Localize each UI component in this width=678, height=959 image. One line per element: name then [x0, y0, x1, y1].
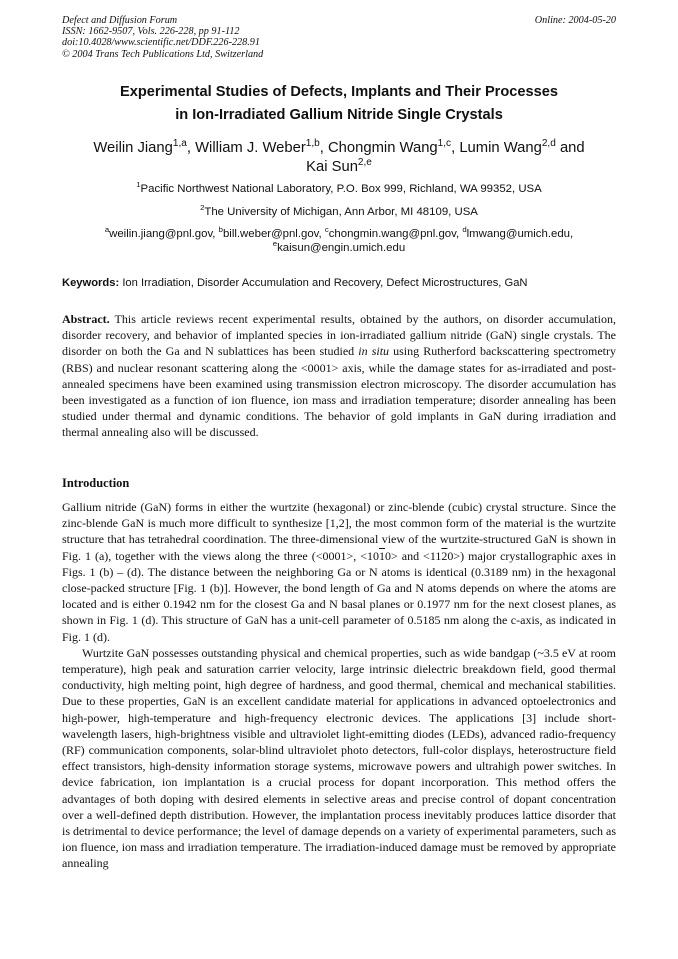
email-list [62, 227, 616, 255]
email-link[interactable]: bill.weber@pnl.gov, [222, 228, 322, 240]
journal-header [62, 15, 616, 60]
issn-line: ISSN: 1662-9507, Vols. 226-228, pp 91-112 [62, 26, 240, 38]
keywords-text: Ion Irradiation, Disorder Accumulation and Recovery, Defect Microstructures, GaN [122, 277, 528, 289]
email-sup: a [104, 225, 110, 235]
overbar-digit: 2 [441, 548, 448, 563]
author-name: Chongmin Wang [328, 140, 438, 156]
email-sup: e [272, 239, 278, 249]
copyright-line: © 2004 Trans Tech Publications Ltd, Switzerland [62, 48, 264, 60]
keywords-label: Keywords: [62, 277, 120, 289]
intro-paragraph-1 [62, 499, 616, 645]
doi-line: doi:10.4028/www.scientific.net/DDF.226-228.91 [62, 37, 260, 49]
author-name: William J. Weber [195, 140, 306, 156]
author-sup: 2,d [541, 138, 556, 150]
section-heading: Introduction [62, 476, 130, 490]
intro-text: Gallium nitride (GaN) forms in either the wurtzite (hexagonal) or zinc-blende (cubic) crystal structure. Since the zinc-blende GaN is much more difficult to synthesize [1,2], the most common form of the material is the wurtzite structure that has tetrahedral coordination. The three-dimensional view of the wurtzite-structured GaN is shown in Fig. 1 (a), together with the views along the three (<0001>, <10 [62, 500, 616, 563]
intro-text: 0>) major crystallographic axes in Figs. 1 (b) – (d). The distance between the neighboring Ga or N atoms is identical (0.3189 nm) in the hexagonal close-packed structure [Fig. 1 (b)]. However, the bond length of Ga and N atoms depends on where the atoms are located and is either 0.1942 nm for the closest Ga and N basal planes or 0.1977 nm for the next closest planes, as shown in Fig. 1 (d). This structure of GaN has a unit-cell parameter of 0.5185 nm along the c-axis, as indicated in Fig. 1 (d). [62, 548, 616, 644]
email-sup: c [324, 225, 329, 235]
overbar-digit: 1 [379, 548, 385, 563]
aff-text: The University of Michigan, Ann Arbor, MI 48109, USA [204, 206, 478, 218]
affiliation-2 [62, 205, 616, 219]
intro-text: 0> and <11 [385, 548, 442, 563]
abstract-text: This article reviews recent experimental results, obtained by the authors, on disorder accumulation, disorder recovery, and behavior of implanted species in ion-irradiated gallium nitride (GaN) single crystals. The disorder on both the Ga and N sublattices has been studied [62, 312, 616, 359]
intro-body [62, 499, 616, 872]
aff-sup: 2 [200, 203, 205, 213]
author-sup: 1,b [305, 138, 320, 150]
email-link[interactable]: lmwang@umich.edu, [466, 228, 574, 240]
journal-name: Defect and Diffusion Forum [62, 15, 178, 26]
aff-text: Pacific Northwest National Laboratory, P.O. Box 999, Richland, WA 99352, USA [140, 183, 542, 195]
email-sup: d [462, 225, 467, 235]
abstract [62, 311, 616, 441]
aff-sup: 1 [136, 180, 141, 190]
author-line-1: Weilin Jiang$^{1,a}$, William J. Weber$^{1,b}$, Chongmin Wang$^{1,c}$, Lumin Wang$^{2,d}$ and [93, 138, 585, 156]
author-list [62, 139, 616, 177]
email-sup: b [218, 225, 223, 235]
abstract-italic: in situ [358, 344, 390, 359]
email-line-2 [62, 241, 616, 255]
online-date: Online: 2004-05-20 [534, 15, 616, 26]
title-line-1: Experimental Studies of Defects, Implants and Their Processes [120, 84, 558, 100]
abstract-label: Abstract. [62, 312, 110, 326]
author-name: Kai Sun [306, 159, 358, 175]
author-name: Lumin Wang [459, 140, 542, 156]
paper-title [62, 81, 616, 127]
abstract-text: using Rutherford backscattering spectrometry (RBS) and nuclear resonant scattering along the <0001> axis, while the damage states for as-irradiated and post-annealed specimens have been examined using transmission electron microscopy. The disorder accumulation has been investigated as a function of ion fluence, ion mass and irradiation temperature; disorder annealing has been studied under thermal and dynamic conditions. The behavior of gold implants in GaN during irradiation and thermal annealing also will be discussed. [62, 344, 616, 440]
keywords [62, 276, 616, 290]
author-sup: 1,c [437, 138, 452, 150]
author-sup: 2,e [357, 157, 372, 169]
email-link[interactable]: chongmin.wang@pnl.gov, [328, 228, 460, 240]
affiliation-1 [62, 182, 616, 196]
email-link[interactable]: kaisun@engin.umich.edu [277, 242, 406, 254]
email-link[interactable]: weilin.jiang@pnl.gov, [109, 228, 216, 240]
author-line-2 [62, 158, 616, 177]
author-name: Weilin Jiang [93, 140, 173, 156]
author-sup: 1,a [172, 138, 187, 150]
intro-paragraph-2: Wurtzite GaN possesses outstanding physical and chemical properties, such as wide bandgap (~3.5 eV at room temperature), high peak and saturation carrier velocity, large intrinsic dielectric breakdown field, good thermal conductivity, high melting point, high degree of hardness, and good thermal, chemical and mechanical stabilities. Due to these properties, GaN is an excellent candidate material for applications in advanced optoelectronics and high-power, high-temperature and high-frequency electronic devices. The applications [3] include short-wavelength lasers, high-brightness visible and ultraviolet light-emitting diodes (LEDs), advanced radio-frequency (RF) communication components, solar-blind ultraviolet photo detectors, full-color displays, heterostructure field effect transistors, high-density information storage systems, microwave powers and ultrahigh power switches. In device fabrication, ion implantation is a crucial process for dopant incorporation. This method offers the advantages of both doping with desired elements in selective areas and precise control of dopant concentration over a well-defined depth distribution. However, the implantation process inevitably produces lattice disorder that is detrimental to device performance; the level of damage depends on a variety of experimental parameters, such as ion fluence, ion mass and irradiation temperature. The irradiation-induced damage must be removed by appropriate annealing [62, 645, 616, 871]
email-line-1 [62, 227, 616, 241]
title-line-2: in Ion-Irradiated Gallium Nitride Single Crystals [175, 107, 503, 123]
author-and: and [559, 140, 585, 156]
